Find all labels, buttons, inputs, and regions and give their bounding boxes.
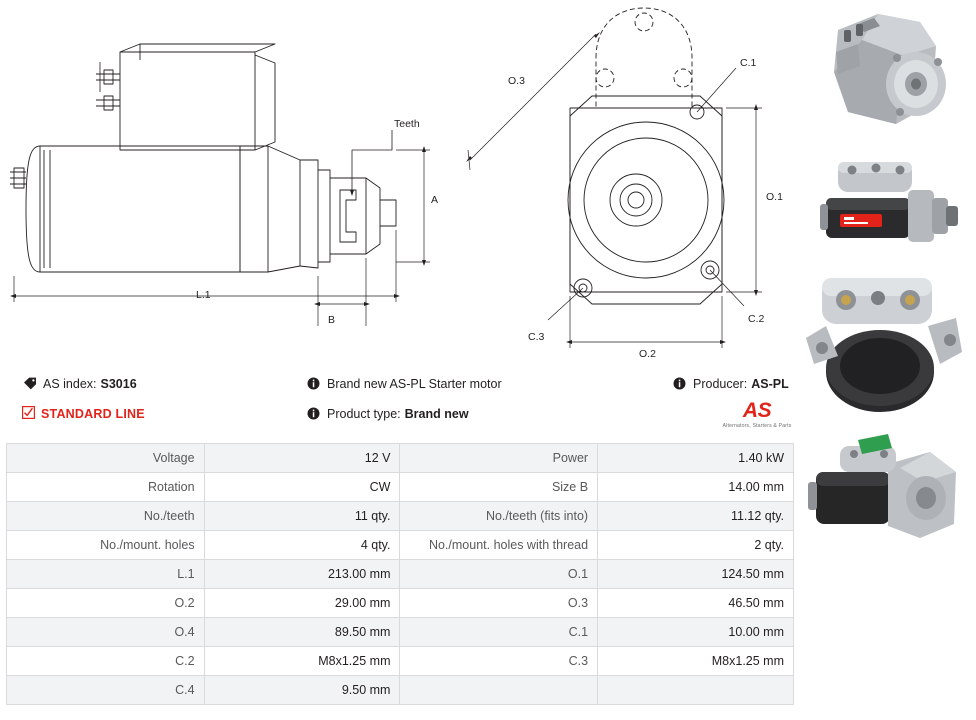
starter-photo-front-angle[interactable] [800,0,976,140]
spec-label [400,676,598,705]
spec-value: 11.12 qty. [598,502,794,531]
specification-table [6,443,794,705]
spec-label: O.4 [7,618,205,647]
spec-value: 1.40 kW [598,444,794,473]
table-row [7,560,794,589]
standard-line-label: STANDARD LINE [41,407,145,421]
spec-value: 4 qty. [204,531,400,560]
spec-value: 14.00 mm [598,473,794,502]
spec-label: O.1 [400,560,598,589]
spec-value: M8x1.25 mm [204,647,400,676]
spec-value: 89.50 mm [204,618,400,647]
tag-icon [22,376,37,391]
spec-label: No./mount. holes [7,531,205,560]
specification-table-body [7,444,794,705]
photo-gallery [800,0,976,720]
label-a: A [431,194,439,206]
product-type-label: Product type: [327,406,401,421]
spec-value: 46.50 mm [598,589,794,618]
spec-label: Size B [400,473,598,502]
label-c3: C.3 [528,331,545,343]
as-pl-logo [716,400,798,429]
technical-drawings [0,0,800,365]
checkbox-icon [22,406,35,422]
spec-label: No./teeth (fits into) [400,502,598,531]
spec-label: O.2 [7,589,205,618]
spec-label: Voltage [7,444,205,473]
spec-label: C.4 [7,676,205,705]
product-type-row [306,406,469,421]
spec-value: 12 V [204,444,400,473]
spec-label: Rotation [7,473,205,502]
spec-value: CW [204,473,400,502]
table-row [7,531,794,560]
as-pl-logo-subtitle: Alternators, Starters & Parts [722,423,792,429]
table-row [7,473,794,502]
spec-value [598,676,794,705]
table-row [7,444,794,473]
table-row [7,502,794,531]
as-index-label: AS index: [43,376,97,391]
label-c2: C.2 [748,313,765,325]
label-l1: L.1 [196,289,211,301]
spec-value: 124.50 mm [598,560,794,589]
table-row [7,618,794,647]
info-icon [306,406,321,421]
label-o1: O.1 [766,191,783,203]
label-teeth: Teeth [394,118,420,130]
drawing-canvas [0,0,800,365]
table-row [7,676,794,705]
product-type-value: Brand new [404,406,469,421]
as-index-row [22,376,137,391]
as-index-value: S3016 [100,376,137,391]
standard-line-row [22,406,145,422]
spec-label: C.3 [400,647,598,676]
spec-label: C.1 [400,618,598,647]
spec-value: 2 qty. [598,531,794,560]
info-strip [0,368,800,440]
producer-row [672,376,789,391]
description-row [306,376,502,391]
spec-label: L.1 [7,560,205,589]
spec-value: 29.00 mm [204,589,400,618]
producer-label: Producer: [693,376,748,391]
as-pl-logo-mark: AS [742,399,772,422]
spec-label: No./teeth [7,502,205,531]
spec-label: No./mount. holes with thread [400,531,598,560]
spec-label: O.3 [400,589,598,618]
spec-label: Power [400,444,598,473]
spec-value: M8x1.25 mm [598,647,794,676]
spec-value: 213.00 mm [204,560,400,589]
table-row [7,589,794,618]
starter-photo-solenoid-top[interactable] [800,260,976,420]
label-c1: C.1 [740,57,757,69]
spec-value: 9.50 mm [204,676,400,705]
info-icon [306,376,321,391]
producer-value: AS-PL [751,376,789,391]
starter-photo-side-black[interactable] [800,140,976,260]
info-icon [672,376,687,391]
label-o2: O.2 [639,348,656,360]
spec-value: 11 qty. [204,502,400,531]
spec-label: C.2 [7,647,205,676]
starter-photo-rear-angle[interactable] [800,420,976,560]
description-label: Brand new AS-PL Starter motor [327,376,502,391]
spec-value: 10.00 mm [598,618,794,647]
label-b: B [328,314,336,326]
label-o3: O.3 [508,75,525,87]
table-row [7,647,794,676]
